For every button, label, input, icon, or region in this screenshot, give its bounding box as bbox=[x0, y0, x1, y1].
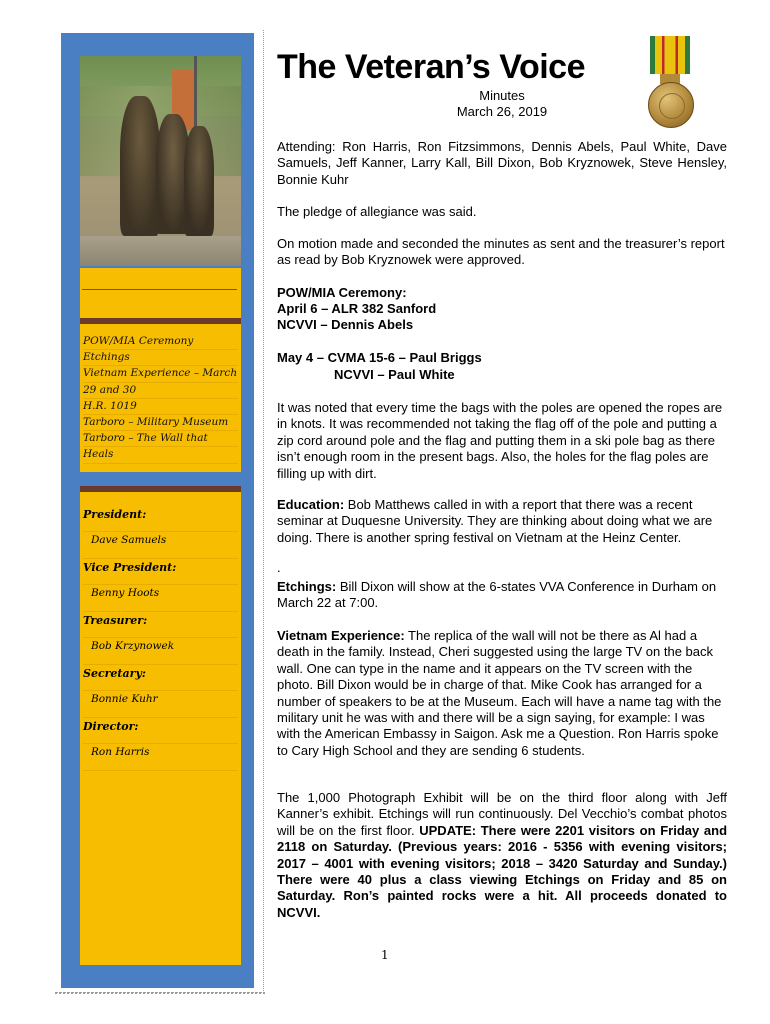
officer-name-secretary: Bonnie Kuhr bbox=[83, 691, 238, 718]
officer-name-vice-president: Benny Hoots bbox=[83, 585, 238, 612]
education-text: Bob Matthews called in with a report that there was a recent seminar at Duquesne University. They are thinking about doing what we are doing. There is another spring festival on Vietnam at the Heinz Center. bbox=[277, 497, 713, 545]
education-paragraph bbox=[277, 497, 727, 546]
etchings-paragraph bbox=[277, 579, 727, 612]
sidebar-officers-box bbox=[80, 492, 241, 965]
topics-list bbox=[83, 334, 238, 464]
stray-dot: . bbox=[277, 560, 281, 575]
vietnam-experience-label: Vietnam Experience: bbox=[277, 628, 405, 643]
officer-title-secretary: Secretary: bbox=[83, 665, 238, 691]
topic-item: H.R. 1019 bbox=[83, 399, 238, 415]
officer-title-president: President: bbox=[83, 506, 238, 532]
officer-title-treasurer: Treasurer: bbox=[83, 612, 238, 638]
vietnam-experience-text: The replica of the wall will not be there as Al had a death in the family. Instead, Cheri suggested using the large TV on the back wall. One can type in the name and it appears on the TV screen with the photo. Bill Dixon would be in charge of that. Mike Cook has arranged for a number of speakers to be at the Museum. Each will have a name tag with the military unit he was with and there will be a sign saying, for example: I was with the American Embassy in Saigon. Ask me a Question. Ron Harris spoke to Cary High School and they are sending 6 students. bbox=[277, 628, 722, 758]
pow-heading: POW/MIA Ceremony: bbox=[277, 285, 407, 300]
officer-name-treasurer: Bob Krzynowek bbox=[83, 638, 238, 665]
pow-line-ncvvi: NCVVI – Dennis Abels bbox=[277, 317, 414, 332]
bottom-divider bbox=[55, 992, 265, 994]
officers-list bbox=[83, 506, 238, 771]
may-ncvvi-line: NCVVI – Paul White bbox=[334, 367, 455, 382]
vietnam-memorial-photo bbox=[80, 56, 241, 266]
page-number: 1 bbox=[381, 948, 389, 962]
etchings-label: Etchings: bbox=[277, 579, 337, 594]
topic-item: POW/MIA Ceremony bbox=[83, 334, 238, 350]
pow-line-april: April 6 – ALR 382 Sanford bbox=[277, 301, 437, 316]
may-line: May 4 – CVMA 15-6 – Paul Briggs bbox=[277, 350, 482, 365]
exhibit-paragraph bbox=[277, 790, 727, 921]
newsletter-title: The Veteran’s Voice bbox=[277, 48, 585, 86]
vietnam-experience-paragraph bbox=[277, 628, 727, 759]
exhibit-update: UPDATE: There were 2201 visitors on Friday and 2118 on Saturday. (Previous years: 2016 - 5356 with evening visitors; 2017 – 4001 with evening visitors; 2018 – 3420 Saturday and Sunday.) There were 40 plus a class viewing Etchings on Friday and 85 on Saturday. Ron’s painted rocks were a hit. All proceeds donated to NCVVI. bbox=[277, 822, 728, 920]
attending-paragraph: Attending: Ron Harris, Ron Fitzsimmons, Dennis Abels, Paul White, Dave Samuels, Jeff Kanner, Larry Kall, Bill Dixon, Bob Kryznowek, Steve Hensley, Bonnie Kuhr bbox=[277, 139, 727, 187]
topic-item: Tarboro – The Wall that bbox=[83, 431, 238, 447]
pledge-paragraph: The pledge of allegiance was said. bbox=[277, 204, 477, 219]
topic-item: Heals bbox=[83, 447, 238, 463]
topic-item: Vietnam Experience – March bbox=[83, 366, 238, 382]
education-label: Education: bbox=[277, 497, 345, 512]
bags-paragraph: It was noted that every time the bags with the poles are opened the ropes are in knots. It was recommended not taking the flag off of the pole and putting a zip cord around pole and the flag and putting them in a ski pole bag as there isn’t enough room in the present bags. Also, the holes for the flag poles are filling up with dirt. bbox=[277, 400, 723, 481]
motion-paragraph: On motion made and seconded the minutes as sent and the treasurer’s report as read by Bob Kryznowek were approved. bbox=[277, 236, 725, 268]
exhibit-text: The 1,000 Photograph Exhibit will be on the third floor along with Jeff Kanner’s exhibit. Etchings will run continuously. Del Vecchio’s combat photos will be on the first floor. bbox=[277, 790, 727, 838]
meeting-date: March 26, 2019 bbox=[456, 104, 548, 119]
topic-item: Tarboro – Military Museum bbox=[83, 415, 238, 431]
officer-name-president: Dave Samuels bbox=[83, 532, 238, 559]
officer-title-vice-president: Vice President: bbox=[83, 559, 238, 585]
sidebar-rule bbox=[82, 289, 237, 290]
topic-item: Etchings bbox=[83, 350, 238, 366]
sidebar-topics-box bbox=[80, 324, 241, 472]
officer-name-director: Ron Harris bbox=[83, 744, 238, 771]
officer-title-director: Director: bbox=[83, 718, 238, 744]
topic-item: 29 and 30 bbox=[83, 383, 238, 399]
sidebar-blank-box bbox=[80, 268, 241, 318]
minutes-label: Minutes bbox=[479, 88, 525, 103]
etchings-text: Bill Dixon will show at the 6-states VVA Conference in Durham on March 22 at 7:00. bbox=[277, 579, 717, 611]
